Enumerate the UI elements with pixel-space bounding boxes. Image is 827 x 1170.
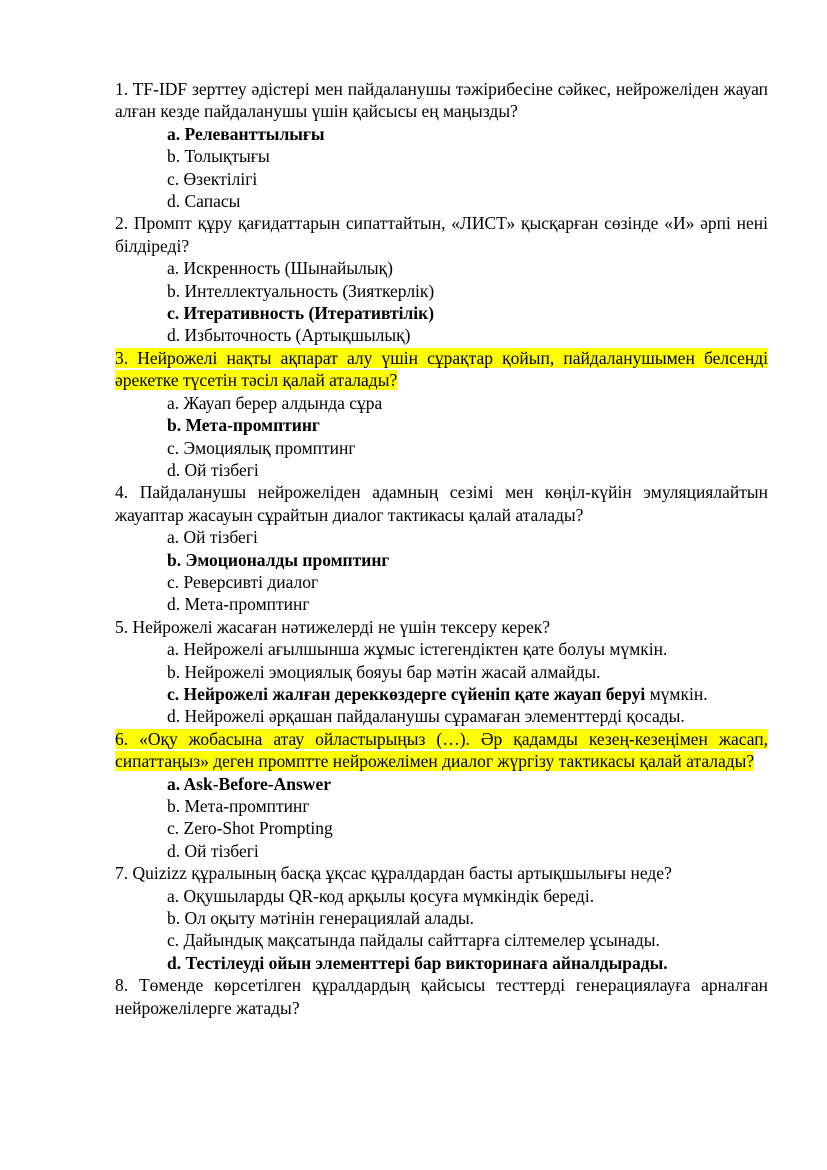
option-main: [167, 146, 270, 166]
question-text: [115, 862, 768, 884]
option-main: [167, 930, 660, 950]
option-text: Жауап берер алдында сұра: [183, 392, 383, 413]
option-label: b.: [167, 280, 181, 301]
question-text-content: Төменде көрсетілген құралдардың қайсысы тесттерді генерациялауға арналған нейрожелілерге жатады?: [115, 975, 768, 1018]
option-main: [167, 908, 474, 928]
option-label: c.: [167, 303, 180, 324]
answer-option: [115, 123, 768, 145]
answer-option: [115, 324, 768, 346]
answer-option: [115, 437, 768, 459]
questions: [115, 78, 768, 1019]
option-main: [167, 572, 318, 592]
question-block: [115, 347, 768, 481]
option-label: d.: [167, 191, 181, 212]
option-main: [167, 953, 668, 973]
option-text: Толықтығы: [184, 146, 270, 167]
option-label: d.: [167, 952, 182, 973]
option-text: Zero-Shot Prompting: [183, 818, 333, 839]
option-text: Мета-промптинг: [184, 594, 310, 615]
question-number: 4.: [115, 482, 129, 503]
option-label: b.: [167, 415, 182, 436]
option-main: [167, 258, 393, 278]
option-main: [167, 124, 325, 144]
question-span: [115, 213, 768, 255]
answer-option: [115, 795, 768, 817]
option-main: [167, 550, 389, 570]
option-text: Нейрожелі ағылшынша жұмыс істегендіктен қате болуы мүмкін.: [183, 639, 668, 660]
answer-option: [115, 392, 768, 414]
question-text-content: Пайдаланушы нейрожеліден адамның сезімі мен көңіл-күйін эмуляциялайтын жауаптар жасауын сұрайтын диалог тактикасы қалай аталады?: [115, 482, 768, 525]
option-text: Итеративность (Итеративтілік): [183, 303, 435, 324]
option-main: [167, 706, 685, 726]
answer-option: [115, 302, 768, 324]
option-text: Нейрожелі эмоциялық бояуы бар мәтін жасай алмайды.: [184, 661, 601, 682]
option-main: [167, 684, 645, 704]
option-text: Интеллектуальность (Зияткерлік): [184, 280, 435, 301]
option-text: Нейрожелі жалған дереккөздерге сүйеніп қате жауап беруі: [183, 683, 646, 704]
option-text: Ask-Before-Answer: [183, 773, 331, 794]
option-text: Релеванттылығы: [184, 123, 325, 144]
question-text: [115, 78, 768, 123]
answer-option: [115, 929, 768, 951]
option-main: [167, 191, 240, 211]
question-text: [115, 481, 768, 526]
option-main: [167, 438, 356, 458]
question-text: [115, 347, 768, 392]
option-main: [167, 303, 434, 323]
answer-option: [115, 190, 768, 212]
option-text: Ой тізбегі: [184, 459, 259, 480]
answer-option: [115, 661, 768, 683]
option-main: [167, 841, 259, 861]
option-main: [167, 325, 411, 345]
option-label: c.: [167, 437, 180, 458]
option-label: b.: [167, 549, 182, 570]
answer-option: [115, 593, 768, 615]
option-label: d.: [167, 325, 181, 346]
answer-option: [115, 885, 768, 907]
question-number: 7.: [115, 863, 129, 884]
answer-option: [115, 952, 768, 974]
question-text-content: TF-IDF зерттеу әдістері мен пайдаланушы тәжірибесіне сәйкес, нейрожеліден жауап алған кезде пайдаланушы үшін қайсысы ең маңызды?: [115, 79, 768, 122]
option-main: [167, 796, 310, 816]
question-block: [115, 78, 768, 212]
answer-option: [115, 257, 768, 279]
option-main: [167, 460, 259, 480]
option-label: a.: [167, 258, 180, 279]
option-label: a.: [167, 885, 180, 906]
option-label: b.: [167, 661, 181, 682]
option-text: Эмоционалды промптинг: [185, 549, 390, 570]
question-number: 5.: [115, 616, 129, 637]
question-span: [115, 975, 768, 1017]
answer-option: [115, 571, 768, 593]
option-label: a.: [167, 392, 180, 413]
option-main: [167, 774, 331, 794]
question-text-content: Нейрожелі жасаған нәтижелерді не үшін тексеру керек?: [132, 616, 550, 637]
option-label: c.: [167, 818, 180, 839]
option-label: c.: [167, 168, 180, 189]
option-text: Сапасы: [184, 191, 241, 212]
option-text: Мета-промптинг: [185, 415, 320, 436]
option-main: [167, 415, 320, 435]
question-text: [115, 616, 768, 638]
option-main: [167, 393, 382, 413]
highlighted-question-span: [115, 729, 768, 771]
option-text: Ой тізбегі: [183, 527, 258, 548]
option-text: Искренность (Шынайылық): [183, 258, 393, 279]
answer-option: [115, 705, 768, 727]
option-text: Тестілеуді ойын элементтері бар викторинаға айналдырады.: [185, 952, 668, 973]
question-span: [115, 863, 672, 883]
option-main: [167, 594, 310, 614]
question-text-content: Промпт құру қағидаттарын сипаттайтын, «ЛИСТ» қысқарған сөзінде «И» әрпі нені білдіреді?: [115, 213, 769, 256]
question-number: 1.: [115, 79, 129, 99]
question-block: [115, 862, 768, 974]
question-number: 6.: [115, 728, 129, 749]
answer-option: [115, 773, 768, 795]
option-label: b.: [167, 908, 181, 929]
option-label: a.: [167, 639, 180, 660]
answer-option: [115, 280, 768, 302]
option-text: Реверсивті диалог: [183, 571, 319, 592]
option-label: b.: [167, 796, 181, 816]
option-label: a.: [167, 527, 180, 548]
question-number: 3.: [115, 347, 129, 368]
question-text-content: Нейрожелі нақты ақпарат алу үшін сұрақтар қойып, пайдаланушымен белсенді әрекетке түсетін тәсіл қалай аталады?: [115, 347, 769, 391]
option-text: Ой тізбегі: [184, 840, 259, 861]
question-text: [115, 728, 768, 773]
option-main: [167, 886, 594, 906]
question-text: [115, 974, 768, 1019]
option-main: [167, 527, 258, 547]
question-number: 8.: [115, 975, 129, 996]
option-main: [167, 818, 333, 838]
option-label: d.: [167, 840, 181, 861]
answer-option: [115, 840, 768, 862]
option-label: a.: [167, 123, 181, 144]
answer-option: [115, 145, 768, 167]
question-span: [115, 617, 550, 637]
question-text-content: Quizizz құралының басқа ұқсас құралдардан басты артықшылығы неде?: [132, 863, 672, 884]
question-span: [115, 482, 768, 524]
option-text: Ол оқыту мәтінін генерациялай алады.: [184, 908, 474, 929]
answer-option: [115, 459, 768, 481]
answer-option: [115, 817, 768, 839]
highlighted-question-span: [115, 348, 768, 390]
answer-option: [115, 414, 768, 436]
option-label: d.: [167, 594, 181, 615]
question-block: [115, 616, 768, 728]
option-text: Оқушыларды QR-код арқылы қосуға мүмкіндік береді.: [183, 885, 595, 906]
option-text: Мета-промптинг: [184, 796, 310, 816]
answer-option: [115, 683, 768, 705]
question-text-content: «Оқу жобасына атау ойластырыңыз (…). Әр қадамды кезең-кезеңімен жасап, сипаттаңыз» деген промптте нейрожелімен диалог жүргізу тактикасы қалай аталады?: [115, 728, 768, 772]
answer-option: [115, 638, 768, 660]
option-text: Нейрожелі әрқашан пайдаланушы сұрамаған элементтерді қосады.: [184, 706, 685, 727]
option-label: c.: [167, 571, 180, 592]
option-text: Өзектілігі: [183, 168, 258, 189]
question-block: [115, 728, 768, 862]
option-text-continuation: мүмкін.: [649, 683, 708, 704]
option-label: d.: [167, 459, 181, 480]
question-span: [115, 79, 768, 121]
answer-option: [115, 168, 768, 190]
answer-option: [115, 549, 768, 571]
option-text: Эмоциялық промптинг: [183, 437, 356, 458]
option-main: [167, 169, 257, 189]
option-label: c.: [167, 683, 180, 704]
option-label: d.: [167, 706, 181, 727]
option-text: Дайындық мақсатында пайдалы сайттарға сілтемелер ұсынады.: [183, 930, 660, 951]
option-label: b.: [167, 146, 181, 167]
question-block: [115, 974, 768, 1019]
option-main: [167, 662, 601, 682]
option-main: [167, 639, 667, 659]
option-label: a.: [167, 773, 181, 794]
option-text: Избыточность (Артықшылық): [184, 325, 411, 346]
question-number: 2.: [115, 213, 129, 234]
question-block: [115, 212, 768, 346]
question-block: [115, 481, 768, 615]
answer-option: [115, 907, 768, 929]
option-label: c.: [167, 930, 180, 951]
option-main: [167, 281, 434, 301]
question-text: [115, 212, 768, 257]
answer-option: [115, 526, 768, 548]
